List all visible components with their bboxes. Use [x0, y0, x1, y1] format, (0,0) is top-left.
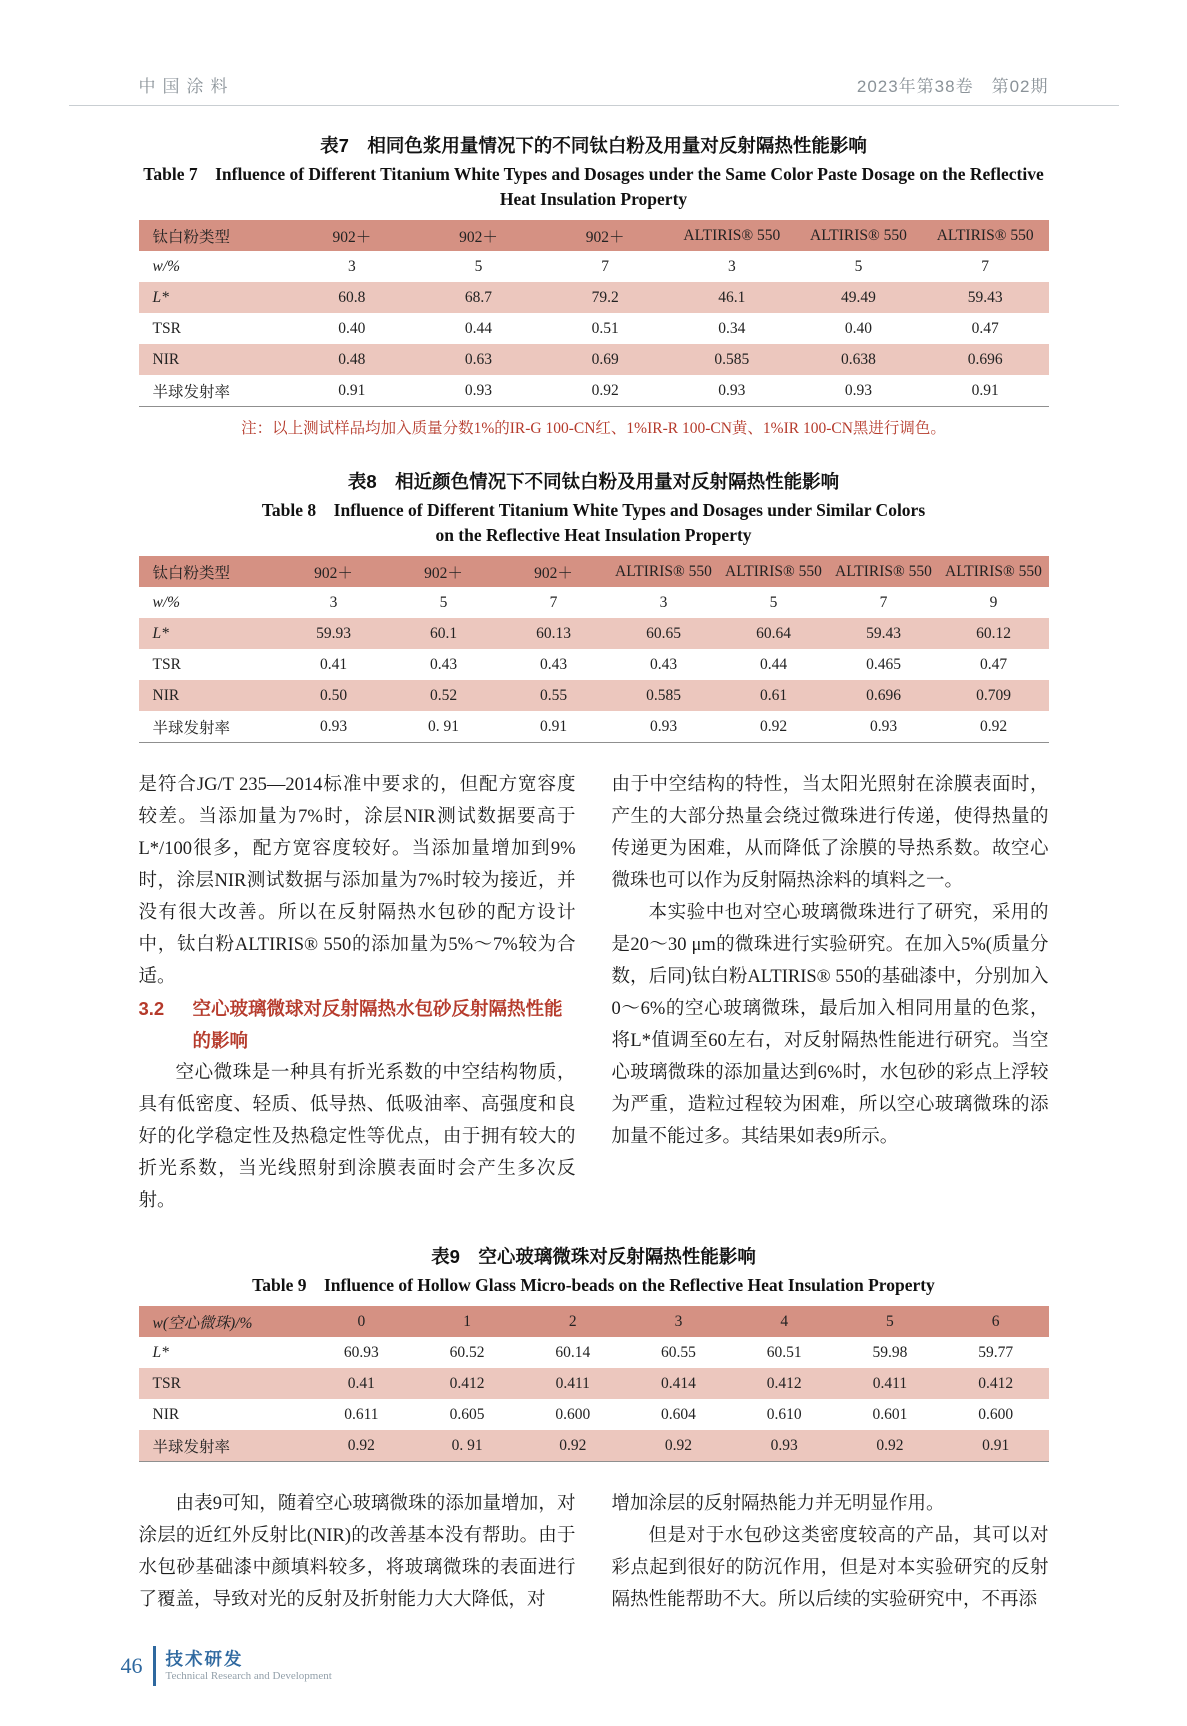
table-cell: 7 — [981, 257, 990, 275]
footer-section-cn: 技术研发 — [165, 1648, 244, 1669]
table-cell: 5 — [439, 593, 448, 611]
table-cell: 6 — [991, 1312, 1000, 1330]
table-cell: 7 — [601, 257, 610, 275]
table8-title-cn: 表8 相近颜色情况下不同钛白粉及用量对反射隔热性能影响 — [347, 471, 840, 492]
table-cell: 0.93 — [718, 381, 746, 399]
table-cell: 0.601 — [872, 1405, 908, 1423]
table-cell: 0.92 — [759, 717, 788, 735]
table-cell: 5 — [886, 1312, 894, 1330]
table-cell: 2 — [568, 1312, 577, 1330]
table-cell: 5 — [474, 257, 483, 275]
table-row — [139, 282, 1049, 313]
table-row — [139, 251, 1049, 282]
row-label: TSR — [152, 655, 181, 673]
table-cell: 0.600 — [555, 1405, 591, 1423]
table-cell: 0.63 — [464, 350, 493, 368]
table-cell: 60.13 — [536, 624, 571, 642]
table-cell: 60.65 — [646, 624, 681, 642]
table-row — [139, 711, 1049, 742]
table-row — [139, 1306, 1049, 1337]
footer-divider-bar — [153, 1646, 156, 1686]
table-cell: 0.43 — [539, 655, 568, 673]
table-cell: 0.411 — [872, 1374, 908, 1392]
table-cell: 0.585 — [646, 686, 681, 704]
table-cell: 5 — [769, 593, 778, 611]
right-column — [612, 769, 1049, 1217]
table-cell: 0.69 — [591, 350, 619, 368]
table-cell: 0.91 — [338, 381, 366, 399]
table-row — [139, 556, 1049, 587]
table-cell: 0.696 — [967, 350, 1003, 368]
table-cell: 0.414 — [661, 1374, 696, 1392]
table-cell: ALTIRIS® 550 — [945, 562, 1042, 580]
table-cell: 0.605 — [449, 1405, 485, 1423]
table-cell: 59.93 — [316, 624, 351, 642]
table9-block — [139, 1243, 1049, 1462]
table7-title-cn: 表7 相同色浆用量情况下的不同钛白粉及用量对反射隔热性能影响 — [320, 135, 867, 156]
table-cell: ALTIRIS® 550 — [835, 562, 932, 580]
row-label: w/% — [152, 593, 181, 611]
table-cell: 0.610 — [766, 1405, 802, 1423]
table-cell: 5 — [854, 257, 863, 275]
table8-title-en — [139, 498, 1049, 548]
row-label: TSR — [152, 319, 181, 337]
table-cell: 0.638 — [841, 350, 876, 368]
table-cell: 0.91 — [539, 717, 568, 735]
issue-info: 2023年第38卷 第02期 — [856, 77, 1049, 96]
table-cell: 0.604 — [661, 1405, 696, 1423]
table-row — [139, 1368, 1049, 1399]
row-label: w/% — [152, 257, 181, 275]
table-cell: 0.709 — [976, 686, 1011, 704]
table-cell: 0.91 — [982, 1436, 1010, 1454]
table-cell: 59.43 — [866, 624, 901, 642]
table-cell: 0.92 — [664, 1436, 693, 1454]
table-cell: 0.412 — [449, 1374, 485, 1392]
table-cell: 0.93 — [844, 381, 873, 399]
table-cell: 60.14 — [555, 1343, 591, 1361]
table-cell: 3 — [329, 593, 338, 611]
row-label: L* — [152, 624, 169, 642]
table-cell: 902＋ — [314, 564, 353, 582]
table-cell: 49.49 — [841, 288, 876, 306]
table-cell: 3 — [674, 1312, 683, 1330]
section-title: 空心玻璃微球对反射隔热水包砂反射隔热性能的影响 — [192, 998, 563, 1051]
table8-block — [139, 468, 1049, 743]
table-cell: 60.1 — [429, 624, 458, 642]
table-cell: 0.93 — [649, 717, 678, 735]
table-cell: 0.92 — [876, 1436, 904, 1454]
table-cell: 60.93 — [343, 1343, 379, 1361]
table-cell: 0.411 — [555, 1374, 590, 1392]
table-row — [139, 313, 1049, 344]
footer-section — [166, 1649, 332, 1684]
table-cell: 0.52 — [429, 686, 458, 704]
row-label: NIR — [152, 1405, 180, 1423]
table-cell: 60.51 — [766, 1343, 802, 1361]
table-row — [139, 587, 1049, 618]
table-cell: 0.91 — [971, 381, 999, 399]
table-cell: 7 — [879, 593, 888, 611]
table-cell: 0.43 — [649, 655, 678, 673]
table-cell: 0.61 — [759, 686, 788, 704]
table-cell: 0.47 — [971, 319, 999, 337]
page-footer — [121, 1646, 1049, 1686]
paragraph: 空心微珠是一种具有折光系数的中空结构物质，具有低密度、轻质、低导热、低吸油率、高强度和良好的化学稳定性及热稳定性等优点，由于拥有较大的折光系数，当光线照射到涂膜表面时会产生多次反射。 — [138, 1063, 576, 1211]
table-cell: 0.44 — [464, 319, 493, 337]
table-cell: 59.77 — [978, 1343, 1014, 1361]
paragraph: 增加涂层的反射隔热能力并无明显作用。 — [611, 1494, 945, 1514]
table9-title-en — [139, 1273, 1049, 1298]
paragraph: 是符合JG/T 235—2014标准中要求的，但配方宽容度较差。当添加量为7%时，涂层NIR测试数据要高于L*/100很多，配方宽容度较好。当添加量增加到9%时，涂层NIR测试数据与添加量为7%时较为接近，并没有很大改善。所以在反射隔热水包砂的配方设计中，钛白粉ALTIRIS® 550的添加量为5%～7%较为合适。 — [138, 775, 576, 987]
header-divider — [69, 105, 1119, 106]
table-cell: 902＋ — [424, 564, 463, 582]
table-cell: 0.41 — [347, 1374, 375, 1392]
left-column — [139, 769, 576, 1217]
body-text-upper — [139, 769, 1049, 1217]
left-column — [139, 1488, 576, 1616]
table-cell: 0.34 — [718, 319, 746, 337]
row-label: 钛白粉类型 — [152, 228, 231, 246]
row-label: w(空心微珠)/% — [152, 1314, 253, 1332]
table-cell: 0.48 — [338, 350, 366, 368]
table-cell: 60.8 — [338, 288, 366, 306]
table-row — [139, 220, 1049, 251]
row-label: 半球发射率 — [152, 383, 231, 401]
table-cell: 60.52 — [449, 1343, 485, 1361]
paragraph: 但是对于水包砂这类密度较高的产品，其可以对彩点起到很好的防沉作用，但是对本实验研究的反射隔热性能帮助不大。所以后续的实验研究中，不再添 — [611, 1526, 1049, 1610]
table-cell: ALTIRIS® 550 — [615, 562, 712, 580]
paragraph: 本实验中也对空心玻璃微珠进行了研究，采用的是20～30 μm的微珠进行实验研究。在加入5%(质量分数，后同)钛白粉ALTIRIS® 550的基础漆中，分别加入0～6%的空心玻璃微珠，最后加入相同用量的色浆，将L*值调至60左右，对反射隔热性能进行研究。当空心玻璃微珠的添加量达到6%时，水包砂的彩点上浮较为严重，造粒过程较为困难，所以空心玻璃微珠的添加量不能过多。其结果如表9所示。 — [611, 903, 1049, 1147]
table-row — [139, 344, 1049, 375]
table-cell: 59.43 — [967, 288, 1003, 306]
table-cell: 0.93 — [464, 381, 493, 399]
table-cell: 0.44 — [759, 655, 788, 673]
table-cell: 3 — [347, 257, 356, 275]
table-cell: 0.43 — [429, 655, 458, 673]
table-cell: 0. 91 — [428, 717, 459, 735]
title-line: Heat Insulation Property — [499, 189, 688, 209]
title-line: Table 7 Influence of Different Titanium White Types and Dosages under the Same Color Paste Dosage on the Reflective — [143, 164, 1044, 184]
table-cell: 3 — [727, 257, 736, 275]
table7 — [139, 220, 1049, 407]
table-cell: 0.696 — [866, 686, 901, 704]
table-cell: 9 — [989, 593, 998, 611]
table-cell: 0.92 — [347, 1436, 375, 1454]
row-label: TSR — [152, 1374, 181, 1392]
table-cell: 0.92 — [591, 381, 619, 399]
table-cell: 0.92 — [559, 1436, 587, 1454]
table-cell: 60.55 — [661, 1343, 696, 1361]
table-row — [139, 680, 1049, 711]
table-cell: 0.600 — [978, 1405, 1014, 1423]
table-row — [139, 1399, 1049, 1430]
table-cell: ALTIRIS® 550 — [936, 226, 1034, 244]
table-cell: 0.41 — [319, 655, 348, 673]
table7-block — [139, 132, 1049, 438]
title-line: Table 9 Influence of Hollow Glass Micro-beads on the Reflective Heat Insulation Property — [252, 1275, 935, 1295]
table-cell: 59.98 — [872, 1343, 908, 1361]
table-cell: 0.50 — [319, 686, 348, 704]
table-cell: 46.1 — [718, 288, 746, 306]
page-number: 46 — [120, 1653, 143, 1678]
table-cell: 0.611 — [344, 1405, 379, 1423]
table-cell: 1 — [463, 1312, 471, 1330]
table-row — [139, 649, 1049, 680]
table-row — [139, 1430, 1049, 1461]
table-cell: 0.40 — [844, 319, 873, 337]
title-line: Table 8 Influence of Different Titanium White Types and Dosages under Similar Colors — [261, 500, 926, 520]
paragraph: 由表9可知，随着空心玻璃微珠的添加量增加，对涂层的近红外反射比(NIR)的改善基本没有帮助。由于水包砂基础漆中颜填料较多，将玻璃微珠的表面进行了覆盖，导致对光的反射及折射能力大大降低，对 — [138, 1494, 576, 1610]
row-label: NIR — [152, 350, 180, 368]
table-cell: 0.93 — [319, 717, 348, 735]
footer-section-en: Technical Research and Development — [165, 1669, 332, 1682]
table-row — [139, 375, 1049, 406]
table-cell: 0.93 — [869, 717, 898, 735]
table-cell: 0.93 — [770, 1436, 798, 1454]
table-cell: 60.64 — [756, 624, 791, 642]
table-cell: 60.12 — [976, 624, 1011, 642]
row-label: L* — [152, 288, 169, 306]
table-cell: 0.92 — [979, 717, 1008, 735]
table-cell: ALTIRIS® 550 — [725, 562, 822, 580]
page-header — [139, 0, 1049, 97]
table-cell: 4 — [780, 1312, 789, 1330]
table-cell: 0.465 — [866, 655, 901, 673]
table-cell: 0.585 — [714, 350, 750, 368]
body-text-lower — [139, 1488, 1049, 1616]
section-number: 3.2 — [138, 998, 165, 1019]
table-row — [139, 618, 1049, 649]
table9-title-cn: 表9 空心玻璃微珠对反射隔热性能影响 — [431, 1246, 756, 1267]
table-cell: ALTIRIS® 550 — [683, 226, 781, 244]
right-column — [612, 1488, 1049, 1616]
table-cell: ALTIRIS® 550 — [810, 226, 907, 244]
table-cell: 7 — [549, 593, 558, 611]
row-label: 钛白粉类型 — [152, 564, 231, 582]
paragraph: 由于中空结构的特性，当太阳光照射在涂膜表面时，产生的大部分热量会绕过微珠进行传递，使得热量的传递更为困难，从而降低了涂膜的导热系数。故空心微珠也可以作为反射隔热涂料的填料之一。 — [611, 775, 1049, 891]
table-cell: 0.51 — [591, 319, 619, 337]
table-cell: 902＋ — [585, 228, 625, 246]
table7-note: 注：以上测试样品均加入质量分数1%的IR-G 100-CN红、1%IR-R 100-CN黄、1%IR 100-CN黑进行调色。 — [241, 420, 946, 437]
table-cell: 0.412 — [978, 1374, 1014, 1392]
row-label: L* — [152, 1343, 169, 1361]
table7-title-en — [139, 162, 1049, 212]
table8 — [139, 556, 1049, 743]
table-cell: 902＋ — [332, 228, 372, 246]
table-cell: 0.55 — [539, 686, 568, 704]
table-row — [139, 1337, 1049, 1368]
table-cell: 902＋ — [459, 228, 498, 246]
row-label: 半球发射率 — [152, 1438, 231, 1456]
journal-name: 中国涂料 — [138, 77, 235, 96]
row-label: NIR — [152, 686, 180, 704]
table-cell: 79.2 — [591, 288, 619, 306]
table-cell: 0.47 — [979, 655, 1008, 673]
table-cell: 3 — [659, 593, 668, 611]
section-heading-3-2 — [139, 993, 576, 1057]
table9 — [139, 1306, 1049, 1462]
title-line: on the Reflective Heat Insulation Property — [435, 525, 752, 545]
table-cell: 0 — [357, 1312, 366, 1330]
table-cell: 0.412 — [766, 1374, 802, 1392]
table-cell: 0.40 — [338, 319, 366, 337]
table-cell: 68.7 — [464, 288, 493, 306]
table-cell: 0. 91 — [451, 1436, 483, 1454]
row-label: 半球发射率 — [152, 719, 231, 737]
table-cell: 902＋ — [534, 564, 573, 582]
